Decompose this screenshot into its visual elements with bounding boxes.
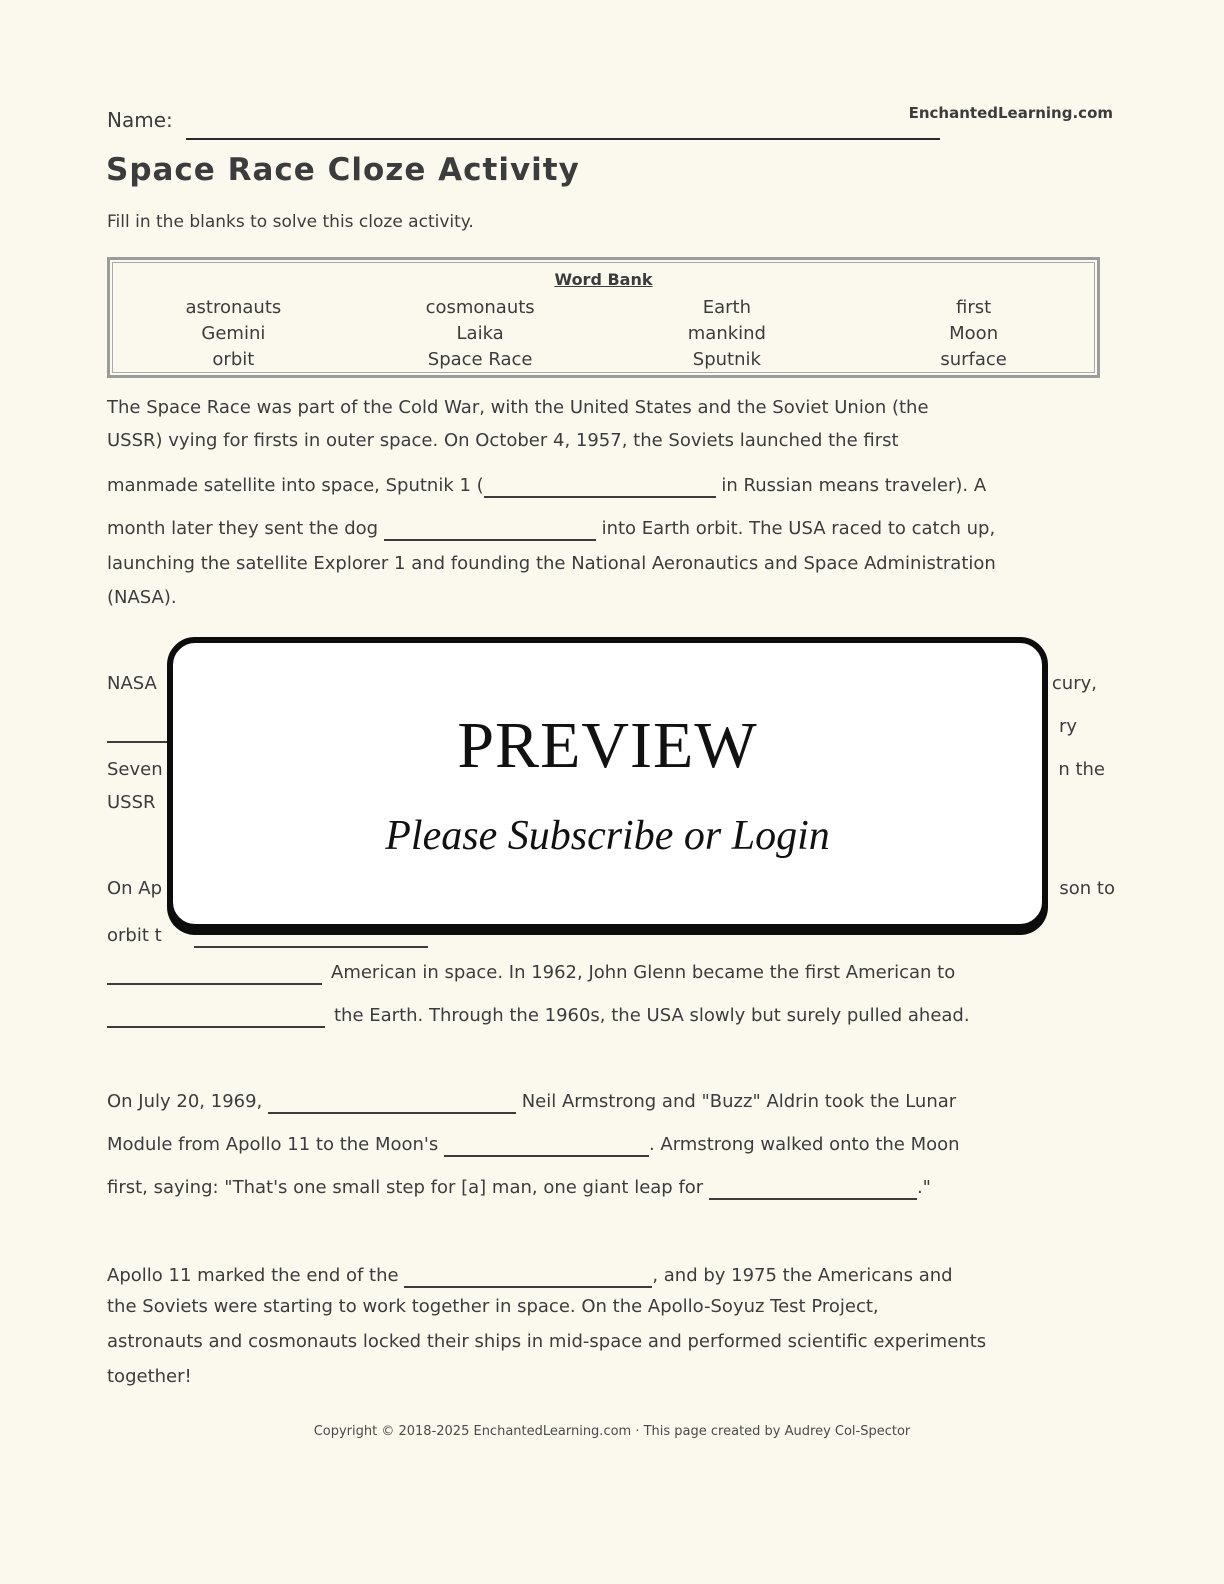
text-fragment: .": [916, 1177, 931, 1198]
text-line-right-fragment: [1052, 671, 1097, 697]
fill-in-blank: [404, 1259, 652, 1288]
word-bank-title: Word Bank: [554, 270, 653, 289]
text-fragment: (NASA).: [107, 587, 177, 608]
word-bank-box: [107, 257, 1100, 378]
word-bank-grid: [110, 295, 1097, 373]
text-fragment: astronauts and cosmonauts locked their ships in mid-space and performed scientific experiments: [107, 1331, 987, 1352]
text-line: [107, 999, 1117, 1025]
text-fragment: month later they sent the dog: [107, 518, 384, 539]
text-fragment: the Earth. Through the 1960s, the USA slowly but surely pulled ahead.: [334, 1005, 970, 1026]
text-line: [107, 1259, 1117, 1285]
text-fragment: Seven: [107, 759, 163, 780]
text-fragment: The Space Race was part of the Cold War, with the United States and the Soviet Union (the: [107, 397, 929, 418]
word-bank-word: Sputnik: [692, 349, 761, 370]
text-fragment: the Soviets were starting to work together in space. On the Apollo-Soyuz Test Project,: [107, 1296, 879, 1317]
text-line: [107, 512, 1117, 538]
text-fragment: On July 20, 1969,: [107, 1091, 268, 1112]
text-fragment: Apollo 11 marked the end of the: [107, 1265, 405, 1286]
name-write-line: [186, 112, 940, 140]
spacer: [162, 940, 194, 941]
text-fragment: together!: [107, 1366, 192, 1387]
copyright-footer: Copyright © 2018-2025 EnchantedLearning.com · This page created by Audrey Col-Spector: [313, 1424, 911, 1439]
text-fragment: USSR: [107, 792, 156, 813]
text-fragment: On Ap: [107, 878, 163, 899]
text-line: [107, 1085, 1117, 1111]
text-fragment: NASA: [107, 673, 157, 694]
name-label: Name:: [107, 108, 173, 132]
fill-in-blank: [484, 469, 716, 498]
fill-in-blank: [268, 1085, 516, 1114]
text-fragment: in Russian means traveler). A: [715, 475, 987, 496]
text-line: [107, 585, 1117, 611]
text-fragment: , and by 1975 the Americans and: [652, 1265, 953, 1286]
word-bank-word: surface: [940, 349, 1007, 370]
word-bank-word: mankind: [687, 323, 766, 344]
text-fragment: American in space. In 1962, John Glenn became the first American to: [331, 962, 956, 983]
text-line: [107, 428, 1117, 454]
text-line: [107, 1329, 1117, 1355]
text-fragment: into Earth orbit. The USA raced to catch up,: [595, 518, 996, 539]
fill-in-blank: [107, 956, 322, 985]
spacer: [322, 977, 331, 978]
spacer: [325, 1020, 334, 1021]
text-fragment: ry: [1058, 716, 1077, 737]
word-bank-word: Moon: [949, 323, 999, 344]
text-line: [107, 395, 1117, 421]
text-fragment: USSR) vying for firsts in outer space. On October 4, 1957, the Soviets launched the first: [107, 430, 899, 451]
word-bank-word: cosmonauts: [425, 297, 535, 318]
text-fragment: Module from Apollo 11 to the Moon's: [107, 1134, 444, 1155]
preview-overlay[interactable]: [167, 637, 1048, 930]
text-line-right-fragment: [1059, 876, 1115, 902]
text-fragment: n the: [1058, 759, 1105, 780]
site-link[interactable]: EnchantedLearning.com: [908, 104, 1113, 122]
text-fragment: cury,: [1051, 673, 1097, 694]
text-line: [107, 469, 1117, 495]
text-fragment: . Armstrong walked onto the Moon: [648, 1134, 960, 1155]
text-fragment: orbit t: [107, 925, 162, 946]
text-fragment: launching the satellite Explorer 1 and founding the National Aeronautics and Space Administration: [107, 553, 996, 574]
word-bank-word: Gemini: [201, 323, 266, 344]
text-line: [107, 956, 1117, 982]
word-bank-word: Space Race: [427, 349, 533, 370]
text-line-right-fragment: [1059, 714, 1077, 740]
text-line: [107, 1128, 1117, 1154]
text-line: [107, 1171, 1117, 1197]
word-bank-word: orbit: [212, 349, 255, 370]
page-title: Space Race Cloze Activity: [106, 152, 580, 188]
text-line: [107, 1294, 1117, 1320]
fill-in-blank: [107, 999, 325, 1028]
text-fragment: first, saying: "That's one small step for [a] man, one giant leap for: [107, 1177, 709, 1198]
text-line: [107, 551, 1117, 577]
page-subtitle: Fill in the blanks to solve this cloze activity.: [107, 212, 474, 232]
word-bank-word: astronauts: [185, 297, 282, 318]
text-fragment: Neil Armstrong and "Buzz" Aldrin took the Lunar: [516, 1091, 957, 1112]
text-line-right-fragment: [1058, 757, 1105, 783]
text-fragment: manmade satellite into space, Sputnik 1 (: [107, 475, 484, 496]
fill-in-blank: [384, 512, 596, 541]
word-bank-word: Laika: [456, 323, 504, 344]
preview-title: PREVIEW: [457, 708, 758, 782]
fill-in-blank: [709, 1171, 917, 1200]
fill-in-blank: [444, 1128, 649, 1157]
subscribe-login-prompt[interactable]: Please Subscribe or Login: [385, 812, 830, 859]
word-bank-word: first: [956, 297, 992, 318]
text-fragment: son to: [1059, 878, 1115, 899]
word-bank-word: Earth: [702, 297, 752, 318]
text-line: [107, 1364, 1117, 1390]
